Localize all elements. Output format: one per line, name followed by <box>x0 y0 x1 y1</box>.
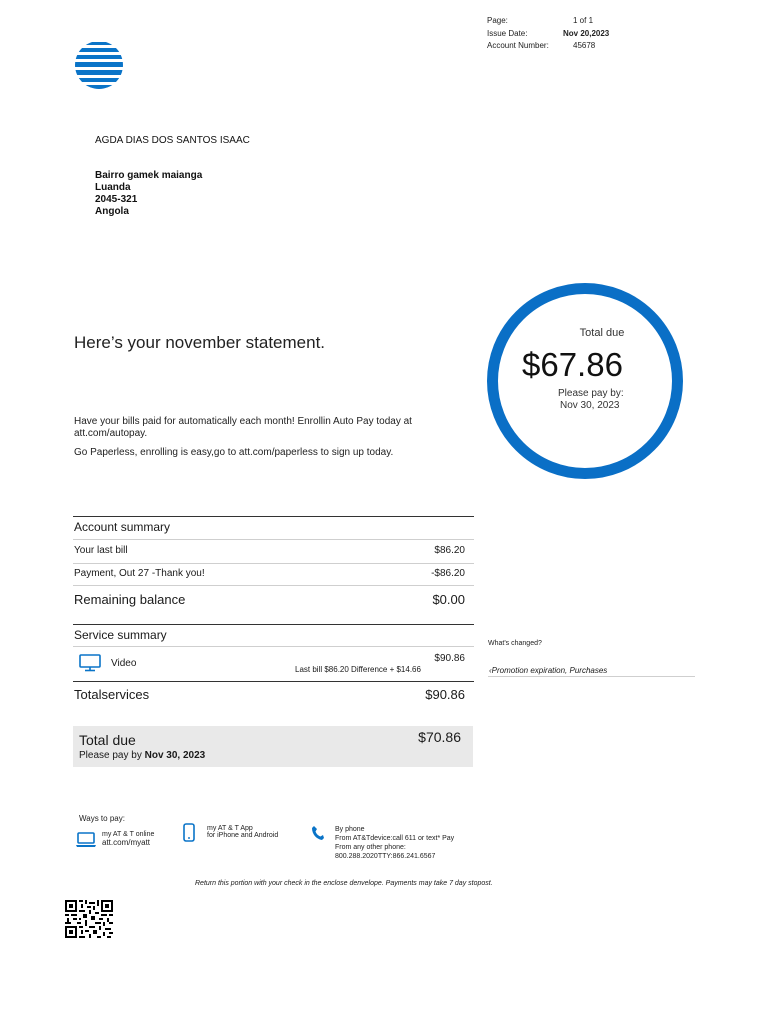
circle-total-due-label: Total due <box>579 327 625 339</box>
pay-phone-option <box>335 825 454 861</box>
divider <box>73 646 474 647</box>
pay-phone-numbers: 800.288.2020TTY:866.241.6567 <box>335 853 436 860</box>
video-service-detail: Last bill $86.20 Difference + $14.66 <box>295 665 421 674</box>
remaining-balance-value: $0.00 <box>432 592 465 607</box>
video-service-value: $90.86 <box>434 653 465 664</box>
telephone-icon <box>311 825 325 841</box>
chevron-left-icon: ‹ <box>489 666 492 675</box>
total-services-value: $90.86 <box>425 687 465 702</box>
page-label: Page: <box>487 16 508 25</box>
account-summary-title: Account summary <box>74 520 171 534</box>
last-bill-value: $86.20 <box>434 545 465 556</box>
divider <box>73 624 474 625</box>
mailing-address <box>95 170 202 218</box>
address-line: Angola <box>95 206 129 217</box>
customer-name: AGDA DIAS DOS SANTOS ISAAC <box>95 135 250 146</box>
issue-date-label: Issue Date: <box>487 29 528 38</box>
divider <box>73 516 474 517</box>
video-service-label: Video <box>111 658 137 669</box>
pay-phone-att-device: From AT&Tdevice:call 611 or text* Pay <box>335 835 455 842</box>
payment-value: -$86.20 <box>431 568 465 579</box>
payment-label: Payment, Out 27 -Thank you! <box>74 568 205 579</box>
account-number-value: 45678 <box>573 41 596 50</box>
pay-by-prefix: Please pay by <box>79 750 145 761</box>
circle-pay-by-date: Nov 30, 2023 <box>560 400 620 411</box>
total-due-pay-by <box>79 750 205 761</box>
divider <box>488 676 695 677</box>
divider <box>73 681 474 682</box>
pay-app-label: my AT & T App <box>207 825 253 832</box>
divider <box>73 563 474 564</box>
smartphone-icon <box>183 823 195 842</box>
whats-changed-detail <box>489 666 607 675</box>
issue-date-value: Nov 20,2023 <box>563 29 610 38</box>
total-due-label: Total due <box>79 732 136 748</box>
tv-monitor-icon <box>79 654 101 672</box>
autopay-message: Have your bills paid for automatically each month! Enrollin Auto Pay today at att.com/autopay. <box>74 416 412 439</box>
paperless-message: Go Paperless, enrolling is easy,go to att.com/paperless to sign up today. <box>74 447 394 458</box>
att-globe-logo <box>72 40 126 90</box>
total-services-label: Totalservices <box>74 687 150 702</box>
page-value: 1 of 1 <box>573 16 594 25</box>
total-due-box <box>73 726 473 767</box>
pay-app-platforms: for iPhone and Android <box>207 832 279 839</box>
divider <box>73 539 474 540</box>
statement-headline: Here’s your november statement. <box>74 333 326 352</box>
service-summary-title: Service summary <box>74 628 167 642</box>
address-line: 2045-321 <box>95 194 138 205</box>
address-line: Bairro gamek maianga <box>95 170 203 181</box>
remaining-balance-label: Remaining balance <box>74 592 186 607</box>
divider <box>73 585 474 586</box>
pay-online-option[interactable] <box>102 831 154 847</box>
pay-app-option[interactable] <box>207 825 278 839</box>
account-number-label: Account Number: <box>487 41 549 50</box>
pay-online-label: my AT & T online <box>102 831 155 838</box>
laptop-icon <box>75 832 97 848</box>
pay-by-date: Nov 30, 2023 <box>144 750 206 761</box>
return-portion-note: Return this portion with your check in the enclose denvelope. Payments may take 7 day stopost. <box>195 880 493 887</box>
pay-online-link[interactable]: att.com/myatt <box>102 838 151 847</box>
last-bill-label: Your last bill <box>74 545 128 556</box>
whats-changed-title: What's changed? <box>488 640 542 647</box>
qr-code <box>65 900 113 938</box>
circle-total-due-amount: $67.86 <box>522 346 623 383</box>
total-due-amount: $70.86 <box>418 729 461 745</box>
whats-changed-text: Promotion expiration, Purchases <box>491 666 608 675</box>
ways-to-pay-title: Ways to pay: <box>79 814 125 823</box>
pay-phone-title: By phone <box>335 826 365 833</box>
address-line: Luanda <box>95 182 131 193</box>
statement-meta <box>487 16 627 56</box>
circle-pay-by-label: Please pay by: <box>558 388 624 399</box>
total-due-circle <box>487 283 683 479</box>
pay-phone-other-label: From any other phone: <box>335 844 406 851</box>
